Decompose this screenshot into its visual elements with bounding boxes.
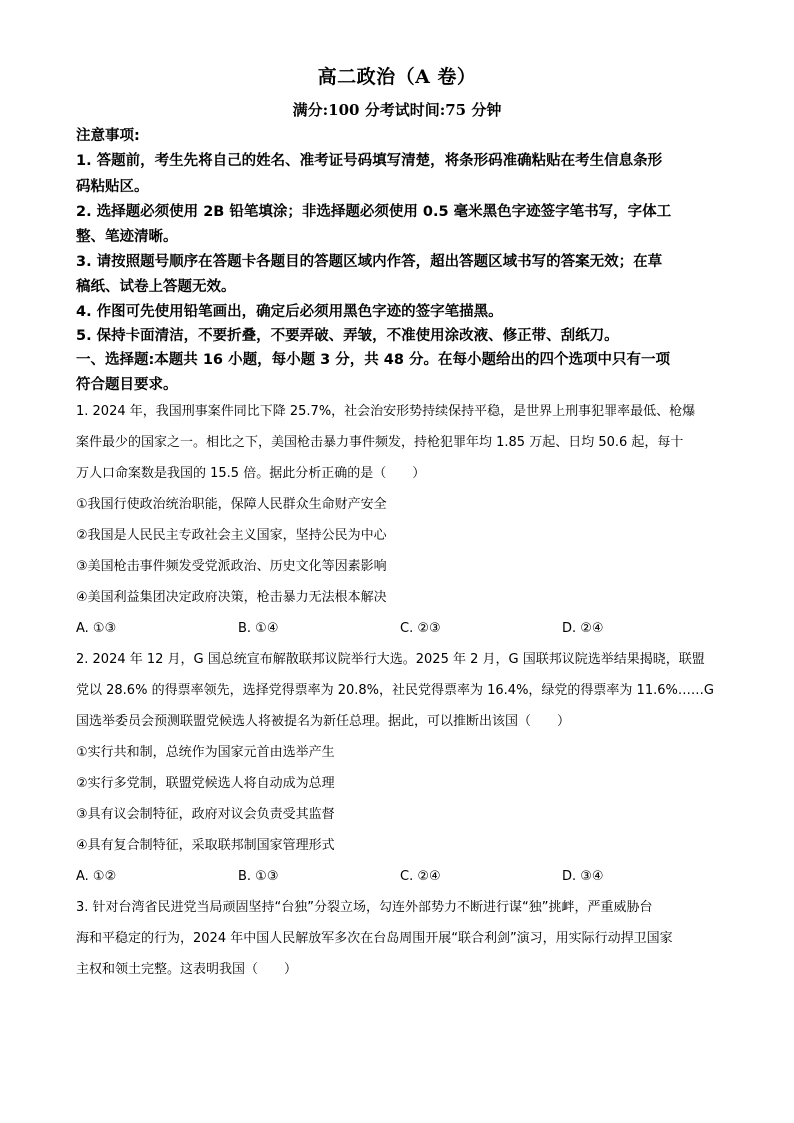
note-line: 3. 请按照题号顺序在答题卡各题目的答题区域内作答，超出答题区域书写的答案无效；在草 <box>76 254 663 270</box>
question-2-stem: 2. 2024 年 12 月，G 国总统宣布解散联邦议院举行大选。2025 年 2 月，G 国联邦议院选举结果揭晓，联盟 <box>76 652 705 667</box>
question-1-stem: 万人口命案数是我国的 15.5 倍。据此分析正确的是（ ） <box>76 466 426 481</box>
question-2-option-d: D. ③④ <box>562 869 604 884</box>
question-2-stem: 国选举委员会预测联盟党候选人将被提名为新任总理。据此，可以推断出该国（ ） <box>76 714 571 729</box>
note-line: 5. 保持卡面清洁，不要折叠，不要弄破、弄皱，不准使用涂改液、修正带、刮纸刀。 <box>76 328 619 344</box>
note-line: 整、笔迹清晰。 <box>76 229 178 245</box>
question-2-option-c: C. ②④ <box>400 869 441 884</box>
question-2-option-b: B. ①③ <box>238 869 279 884</box>
note-line: 1. 答题前，考生先将自己的姓名、准考证号码填写清楚，将条形码准确粘贴在考生信息条形 <box>76 153 663 169</box>
question-1-stem: 1. 2024 年，我国刑事案件同比下降 25.7%，社会治安形势持续保持平稳，是世界上刑事犯罪率最低、枪爆 <box>76 404 696 419</box>
section-heading: 符合题目要求。 <box>76 377 178 393</box>
question-1-option-d: D. ②④ <box>562 621 604 636</box>
question-1-option-c: C. ②③ <box>400 621 441 636</box>
page-title: 高二政治（A 卷） <box>317 66 477 88</box>
question-3-stem: 海和平稳定的行为，2024 年中国人民解放军多次在台岛周围开展“联合利剑”演习，用实际行动捍卫国家 <box>76 931 673 946</box>
question-2-statement: ④具有复合制特征，采取联邦制国家管理形式 <box>76 838 335 853</box>
note-line: 2. 选择题必须使用 2B 铅笔填涂；非选择题必须使用 0.5 毫米黑色字迹签字笔书写，字体工 <box>76 204 672 220</box>
question-1-option-a: A. ①③ <box>76 621 117 636</box>
note-line: 稿纸、试卷上答题无效。 <box>76 279 236 295</box>
notes-heading: 注意事项: <box>76 128 140 144</box>
section-heading: 一、选择题:本题共 16 小题，每小题 3 分，共 48 分。在每小题给出的四个选项中只有一项 <box>76 352 671 368</box>
question-1-option-b: B. ①④ <box>238 621 279 636</box>
question-3-stem: 3. 针对台湾省民进党当局顽固坚持“台独”分裂立场，勾连外部势力不断进行谋“独”挑衅，严重威胁台 <box>76 900 653 915</box>
question-2-option-a: A. ①② <box>76 869 117 884</box>
question-1-statement: ③美国枪击事件频发受党派政治、历史文化等因素影响 <box>76 559 387 574</box>
question-2-stem: 党以 28.6% 的得票率领先，选择党得票率为 20.8%，社民党得票率为 16.4%，绿党的得票率为 11.6%……G <box>76 683 714 698</box>
note-line: 码粘贴区。 <box>76 179 149 195</box>
question-1-statement: ①我国行使政治统治职能，保障人民群众生命财产安全 <box>76 497 387 512</box>
question-1-stem: 案件最少的国家之一。相比之下，美国枪击暴力事件频发，持枪犯罪年均 1.85 万起、日均 50.6 起，每十 <box>76 435 684 450</box>
question-1-statement: ②我国是人民民主专政社会主义国家，坚持公民为中心 <box>76 528 387 543</box>
question-3-stem: 主权和领土完整。这表明我国（ ） <box>76 962 298 977</box>
question-2-statement: ③具有议会制特征，政府对议会负责受其监督 <box>76 807 335 822</box>
exam-info: 满分:100 分考试时间:75 分钟 <box>292 101 502 119</box>
question-2-statement: ①实行共和制，总统作为国家元首由选举产生 <box>76 745 335 760</box>
question-2-statement: ②实行多党制，联盟党候选人将自动成为总理 <box>76 776 335 791</box>
note-line: 4. 作图可先使用铅笔画出，确定后必须用黑色字迹的签字笔描黑。 <box>76 304 503 320</box>
question-1-statement: ④美国利益集团决定政府决策，枪击暴力无法根本解决 <box>76 590 387 605</box>
